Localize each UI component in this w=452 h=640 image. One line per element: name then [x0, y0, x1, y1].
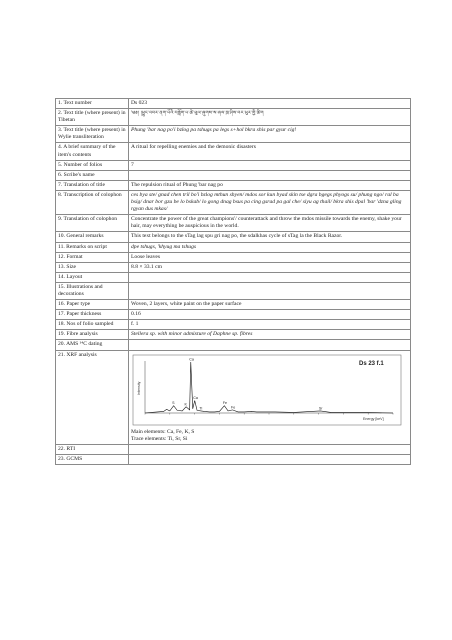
value-fibre-analysis: Stellera sp. with minor admixture of Daphne sp. fibres: [129, 330, 411, 340]
row-colophon-transcription: [56, 190, 411, 214]
label-summary: 4. A brief summary of the item's contents: [56, 143, 129, 160]
label-title-translation: 7. Translation of title: [56, 180, 129, 190]
label-wylie-title: 3. Text title (where present) in Wylie transliteration: [56, 126, 129, 143]
peak-label: Fe: [222, 400, 228, 405]
label-paper-type: 16. Paper type: [56, 300, 129, 310]
value-gcms: [129, 454, 411, 464]
value-format: Loose leaves: [129, 252, 411, 262]
value-scribe: [129, 170, 411, 180]
value-paper-thickness: 0.16: [129, 310, 411, 320]
value-rti: [129, 444, 411, 454]
value-colophon-translation: Concentrate the power of the great champions'/ counterattack and throw the mdos missile towards the enemy, shake your hair, may everything be auspicious in the world.: [129, 215, 411, 232]
value-general-remarks: This text belongs to the sTag lag spu gri nag po, the sdalkhas cycle of sTag la the Black Razor.: [129, 232, 411, 242]
label-gcms: 23. GCMS: [56, 454, 129, 464]
row-folios: [56, 160, 411, 170]
label-folio-sampled: 18. Nos of folio sampled: [56, 320, 129, 330]
peak-label: Ti: [199, 405, 203, 410]
peak-label: Fe: [231, 404, 236, 409]
value-colophon-transcription: ces bya ste/ gnad chen tril bo'i bzlog mthun shyen/ mdos sor kun byad skin tse dgra bgegs phyogs su/ phung ngo/ ral ba bsig/ dnar bor gzu be lo bskab/ lo gong dnag bsus pa cing gsrad pa gal che/ siyu ag thail/ bkra shis dpal 'bar 'dzna gling rgyan dus mkas/: [129, 190, 411, 214]
row-xrf-analysis: [56, 350, 411, 444]
row-tibetan-title: [56, 109, 411, 126]
value-xrf-analysis: [129, 350, 411, 444]
row-rti: [56, 444, 411, 454]
peak-label: Sr: [318, 405, 323, 410]
label-layout: 14. Layout: [56, 272, 129, 282]
row-text-number: [56, 99, 411, 109]
label-paper-thickness: 17. Paper thickness: [56, 310, 129, 320]
value-folio-sampled: f. 1: [129, 320, 411, 330]
xrf-spectrum-svg: [131, 353, 403, 427]
value-title-translation: The repulsion ritual of Phung 'bar nag po: [129, 180, 411, 190]
label-illustrations: 15. Illustrations and decorations: [56, 282, 129, 299]
chart-title: Ds 23 f.1: [359, 360, 384, 367]
value-text-number: Ds 023: [129, 99, 411, 109]
value-tibetan-title: ༄༅། །ཕྱུང་འབར་ནག་པོའི་བཟློག་པ་ཚེ་ཕུལ་ཞུགས་ས་ཞལ་ཁྲ་ཤིས་བར་ཕུར་གྱི་ཚིག: [129, 109, 411, 126]
label-tibetan-title: 2. Text title (where present) in Tibetan: [56, 109, 129, 126]
row-colophon-translation: [56, 215, 411, 232]
label-folios: 5. Number of folios: [56, 160, 129, 170]
row-script-remarks: [56, 242, 411, 252]
value-folios: 7: [129, 160, 411, 170]
row-scribe: [56, 170, 411, 180]
value-size: 8.8 × 33.1 cm: [129, 262, 411, 272]
peak-label: S: [172, 400, 175, 405]
row-layout: [56, 272, 411, 282]
xrf-trace-elements: Trace elements: Ti, Sr, Si: [131, 435, 188, 442]
catalogue-sheet: [55, 98, 404, 465]
value-paper-type: Woven, 2 layers, white paint on the paper surface: [129, 300, 411, 310]
chart-y-axis-label: Intensity: [137, 381, 141, 395]
row-format: [56, 252, 411, 262]
label-scribe: 6. Scribe's name: [56, 170, 129, 180]
value-summary: A ritual for repelling enemies and the demonic disasters: [129, 143, 411, 160]
row-general-remarks: [56, 232, 411, 242]
xrf-spectrum-chart: [131, 353, 403, 427]
label-rti: 22. RTI: [56, 444, 129, 454]
xrf-main-elements: Main elements: Ca, Fe, K, S: [131, 428, 195, 435]
catalogue-table: [55, 98, 411, 465]
peak-label: K: [184, 401, 187, 406]
row-summary: [56, 143, 411, 160]
value-illustrations: [129, 282, 411, 299]
label-format: 12. Format: [56, 252, 129, 262]
label-size: 13. Size: [56, 262, 129, 272]
row-folio-sampled: [56, 320, 411, 330]
row-ams-dating: [56, 340, 411, 350]
label-script-remarks: 11. Remarks on script: [56, 242, 129, 252]
peak-label: Ca: [193, 395, 198, 400]
value-layout: [129, 272, 411, 282]
row-wylie-title: [56, 126, 411, 143]
label-fibre-analysis: 19. Fibre analysis: [56, 330, 129, 340]
label-ams-dating: 20. AMS ¹⁴C dating: [56, 340, 129, 350]
label-xrf-analysis: 21. XRF analysis: [56, 350, 129, 444]
row-title-translation: [56, 180, 411, 190]
label-colophon-translation: 9. Translation of colophon: [56, 215, 129, 232]
row-size: [56, 262, 411, 272]
label-general-remarks: 10. General remarks: [56, 232, 129, 242]
row-illustrations: [56, 282, 411, 299]
peak-label: Ca: [189, 357, 194, 362]
value-ams-dating: [129, 340, 411, 350]
value-wylie-title: Phung 'bar nag po'i bzlog pa tshugs pa legs s+hol bkra shis par gyur cig!: [129, 126, 411, 143]
row-paper-type: [56, 300, 411, 310]
chart-x-axis-label: Energy [keV]: [363, 416, 384, 421]
value-script-remarks: dpe tshugs, 'khyug ma tshugs: [129, 242, 411, 252]
row-gcms: [56, 454, 411, 464]
row-fibre-analysis: [56, 330, 411, 340]
label-text-number: 1. Text number: [56, 99, 129, 109]
label-colophon-transcription: 8. Transcription of colophon: [56, 190, 129, 214]
row-paper-thickness: [56, 310, 411, 320]
